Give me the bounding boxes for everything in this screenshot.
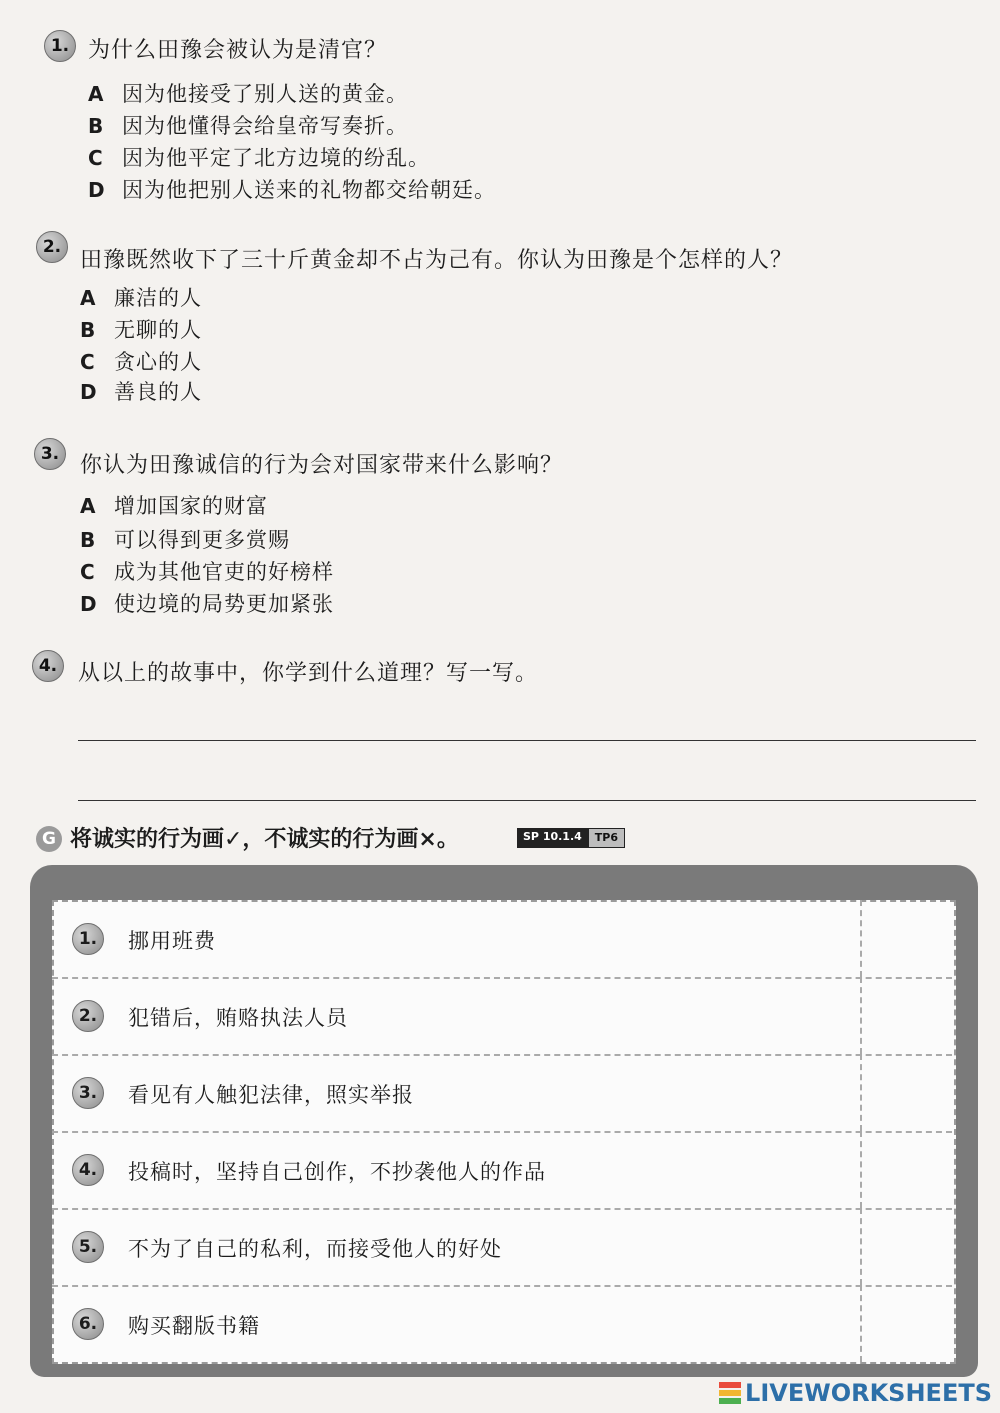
section-g-instruction: 将诚实的行为画✓，不诚实的行为画×。: [70, 827, 459, 852]
item-1-answer-box[interactable]: [860, 900, 954, 977]
q1-option-d[interactable]: D 因为他把别人送来的礼物都交给朝廷。: [88, 178, 496, 202]
item-3-answer-box[interactable]: [860, 1054, 954, 1131]
q3-option-d[interactable]: D 使边境的局势更加紧张: [80, 592, 334, 616]
q1-option-a[interactable]: A 因为他接受了别人送的黄金。: [88, 82, 408, 106]
item-6-badge: 6.: [72, 1308, 104, 1340]
curriculum-tag: [517, 828, 625, 848]
item-6-answer-box[interactable]: [860, 1285, 954, 1362]
q1-option-c[interactable]: C 因为他平定了北方边境的纷乱。: [88, 146, 430, 170]
item-1-text: 挪用班费: [128, 929, 216, 953]
q1-option-b[interactable]: B 因为他懂得会给皇帝写奏折。: [88, 114, 408, 138]
item-4-answer-box[interactable]: [860, 1131, 954, 1208]
question-4-badge: 4.: [32, 650, 64, 682]
table-row: [52, 1131, 952, 1210]
question-1-text: 为什么田豫会被认为是清官？: [88, 38, 388, 63]
item-2-answer-box[interactable]: [860, 977, 954, 1054]
question-1-badge: 1.: [44, 30, 76, 62]
section-g-icon: G: [36, 826, 62, 852]
table-row: [52, 900, 952, 979]
item-5-text: 不为了自己的私利，而接受他人的好处: [128, 1237, 502, 1261]
question-4-text: 从以上的故事中，你学到什么道理？写一写。: [78, 661, 539, 686]
q2-option-b[interactable]: B 无聊的人: [80, 318, 202, 342]
question-2-badge: 2.: [36, 231, 68, 263]
question-2-text: 田豫既然收下了三十斤黄金却不占为己有。你认为田豫是个怎样的人？: [80, 248, 794, 273]
table-row: [52, 977, 952, 1056]
liveworksheets-watermark: [719, 1379, 992, 1407]
item-3-badge: 3.: [72, 1077, 104, 1109]
item-1-badge: 1.: [72, 923, 104, 955]
table-row: [52, 1285, 952, 1362]
item-3-text: 看见有人触犯法律，照实举报: [128, 1083, 414, 1107]
item-4-badge: 4.: [72, 1154, 104, 1186]
answer-line-1[interactable]: [78, 740, 976, 741]
liveworksheets-logo-icon: [719, 1381, 741, 1405]
item-4-text: 投稿时，坚持自己创作，不抄袭他人的作品: [128, 1160, 546, 1184]
watermark-text: LIVEWORKSHEETS: [745, 1379, 992, 1407]
item-2-text: 犯错后，贿赂执法人员: [128, 1006, 348, 1030]
q3-option-c[interactable]: C 成为其他官吏的好榜样: [80, 560, 334, 584]
tag-tp: TP6: [588, 828, 625, 848]
q3-option-b[interactable]: B 可以得到更多赏赐: [80, 528, 290, 552]
q2-option-a[interactable]: A 廉洁的人: [80, 286, 202, 310]
item-6-text: 购买翻版书籍: [128, 1314, 260, 1338]
item-2-badge: 2.: [72, 1000, 104, 1032]
answer-line-2[interactable]: [78, 800, 976, 801]
table-row: [52, 1054, 952, 1133]
item-5-badge: 5.: [72, 1231, 104, 1263]
tag-sp: SP 10.1.4: [517, 828, 588, 848]
q3-option-a[interactable]: A 增加国家的财富: [80, 494, 268, 518]
table-row: [52, 1208, 952, 1287]
question-3-badge: 3.: [34, 438, 66, 470]
question-3-text: 你认为田豫诚信的行为会对国家带来什么影响？: [80, 453, 564, 478]
q2-option-d[interactable]: D 善良的人: [80, 380, 202, 404]
q2-option-c[interactable]: C 贪心的人: [80, 350, 202, 374]
item-5-answer-box[interactable]: [860, 1208, 954, 1285]
